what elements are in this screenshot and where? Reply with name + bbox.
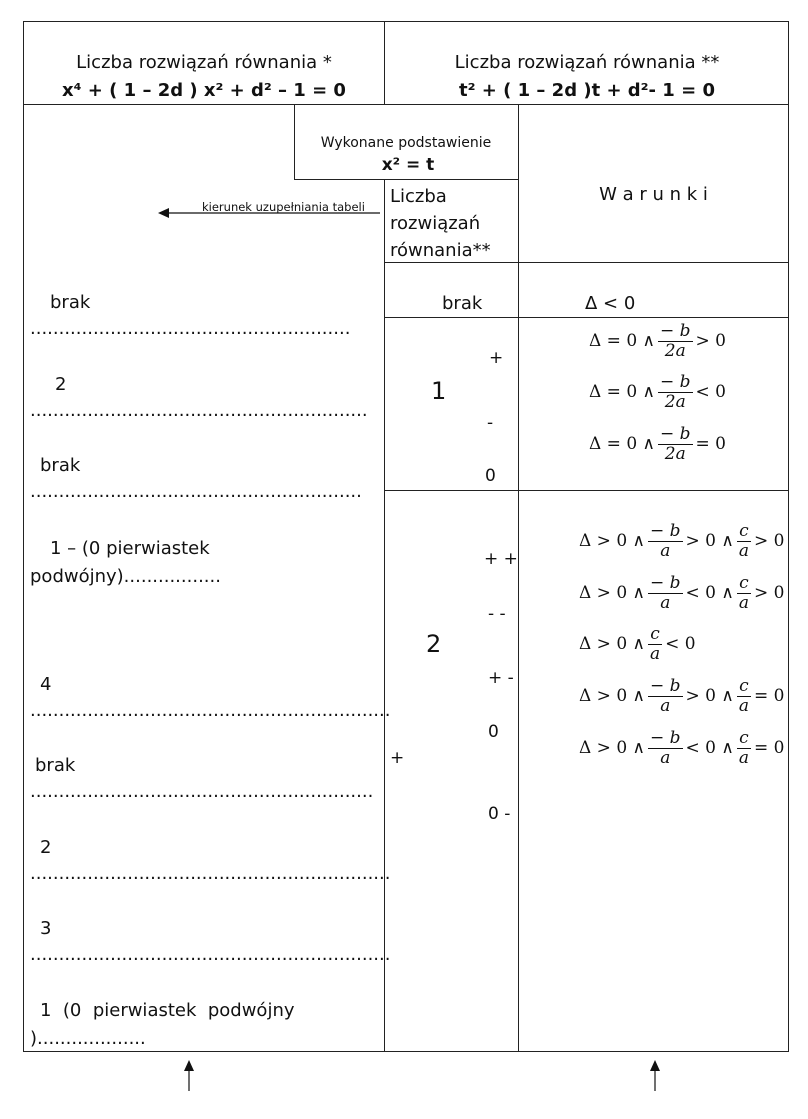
cond-delta: Δ > 0 ∧ — [579, 531, 645, 552]
denominator: a — [738, 592, 749, 613]
fraction — [737, 522, 751, 560]
fraction — [658, 322, 693, 360]
left-entry-8: 3 — [40, 918, 52, 939]
left-entry-3: brak — [40, 455, 81, 476]
right-header-equation: t² + ( 1 – 2d )t + d²- 1 = 0 — [459, 80, 715, 101]
denominator: a — [660, 747, 671, 768]
denominator: a — [650, 643, 661, 664]
row-one-sign-2: - — [487, 413, 494, 433]
substitution-formula: x² = t — [381, 155, 435, 175]
fraction — [648, 522, 683, 560]
direction-arrow-label: kierunek uzupełniania tabeli — [202, 200, 365, 214]
cond-relation: > 0 — [753, 531, 785, 552]
substitution-label: Wykonane podstawienie — [320, 135, 492, 151]
row-two-condition-4 — [579, 677, 784, 715]
denominator: 2a — [664, 340, 686, 361]
row-one-sign-1: + — [489, 348, 504, 368]
fraction — [737, 729, 751, 767]
cond-relation: < 0 — [665, 634, 696, 655]
numerator: − b — [660, 321, 691, 341]
denominator: a — [660, 695, 671, 716]
cond-delta: Δ > 0 ∧ — [579, 634, 645, 655]
cond-delta: Δ > 0 ∧ — [579, 583, 645, 604]
numerator: c — [739, 521, 749, 541]
count-header-line-2: rozwiązań — [390, 213, 481, 234]
numerator: c — [739, 676, 749, 696]
fraction — [648, 677, 683, 715]
row-two-sign-1: + + — [484, 549, 518, 569]
numerator: − b — [650, 521, 681, 541]
row-divider-3 — [384, 490, 789, 491]
row-one-condition-1 — [589, 322, 726, 360]
row-one-sign-3: 0 — [485, 466, 496, 486]
left-entry-2-dots: ........................................................... — [30, 400, 368, 421]
table-border-left — [23, 21, 24, 1052]
count-header — [390, 183, 491, 264]
numerator: − b — [660, 424, 691, 444]
conditions-header: W a r u n k i — [599, 184, 708, 205]
row-two-count: 2 — [426, 630, 442, 658]
bottom-arrow-right — [649, 1060, 661, 1096]
cond-relation: < 0 ∧ — [685, 738, 734, 759]
numerator: − b — [650, 573, 681, 593]
left-entry-4: 1 – (0 pierwiastek — [50, 538, 210, 559]
row-two-sign-3: + - — [488, 668, 514, 688]
row-one-condition-2 — [589, 373, 726, 411]
arrow-up-icon — [649, 1060, 661, 1092]
left-entry-5-dots: ............................................................... — [30, 700, 391, 721]
row-two-condition-2 — [579, 574, 784, 612]
table-border-right — [788, 21, 789, 1052]
denominator: a — [738, 747, 749, 768]
numerator: − b — [650, 728, 681, 748]
cond-relation: > 0 ∧ — [685, 686, 734, 707]
fraction — [737, 574, 751, 612]
cond-relation: < 0 — [695, 382, 726, 403]
fraction — [648, 625, 662, 663]
cond-delta: Δ > 0 ∧ — [579, 686, 645, 707]
cond-relation: > 0 — [695, 331, 726, 352]
row-two-condition-1 — [579, 522, 784, 560]
fraction — [658, 425, 693, 463]
row-one-count: 1 — [431, 377, 447, 405]
cond-relation: < 0 ∧ — [685, 583, 734, 604]
denominator: a — [660, 592, 671, 613]
cond-relation: > 0 ∧ — [685, 531, 734, 552]
cond-delta: Δ > 0 ∧ — [579, 738, 645, 759]
left-entry-5: 4 — [40, 674, 52, 695]
main-column-divider-lower — [384, 179, 385, 1052]
row-two-sign-2: - - — [488, 604, 506, 624]
left-entry-9: 1 (0 pierwiastek podwójny — [40, 1000, 295, 1021]
numerator: − b — [650, 676, 681, 696]
fraction — [648, 574, 683, 612]
table-border-top — [23, 21, 789, 22]
count-column-divider — [518, 104, 519, 1052]
row-brak-count: brak — [442, 293, 483, 314]
left-entry-9-dots: )................... — [30, 1028, 146, 1049]
cond-relation: = 0 — [753, 686, 785, 707]
left-entry-2: 2 — [55, 374, 67, 395]
cond-delta: Δ = 0 ∧ — [589, 331, 655, 352]
denominator: a — [660, 540, 671, 561]
header-divider — [23, 104, 789, 105]
left-entry-6-dots: ............................................................ — [30, 781, 374, 802]
denominator: a — [738, 695, 749, 716]
substitution-box-bottom — [294, 179, 519, 180]
left-entry-1-dots: ........................................................ — [30, 318, 351, 339]
left-entry-8-dots: ............................................................... — [30, 944, 391, 965]
row-divider-2 — [384, 317, 789, 318]
right-header-title: Liczba rozwiązań równania ** — [454, 52, 720, 73]
row-two-condition-5 — [579, 729, 784, 767]
left-entry-3-dots: .......................................................... — [30, 481, 362, 502]
row-two-sign-5: 0 - — [488, 804, 511, 824]
left-entry-4-dots: podwójny)................. — [30, 566, 221, 587]
row-two-condition-3 — [579, 625, 696, 663]
fraction — [658, 373, 693, 411]
left-header-equation: x⁴ + ( 1 – 2d ) x² + d² – 1 = 0 — [62, 80, 346, 101]
cond-delta: Δ = 0 ∧ — [589, 382, 655, 403]
numerator: c — [650, 624, 660, 644]
row-two-sign-4: 0 — [488, 722, 499, 742]
row-brak-condition: Δ < 0 — [585, 293, 636, 314]
count-header-line-1: Liczba — [390, 186, 447, 207]
denominator: 2a — [664, 443, 686, 464]
denominator: 2a — [664, 391, 686, 412]
bottom-arrow-left — [183, 1060, 195, 1096]
numerator: c — [739, 573, 749, 593]
cond-relation: > 0 — [753, 583, 785, 604]
fraction — [648, 729, 683, 767]
fraction — [737, 677, 751, 715]
cond-delta: Δ = 0 ∧ — [589, 434, 655, 455]
table-border-bottom — [23, 1051, 789, 1052]
left-entry-1: brak — [50, 292, 91, 313]
cond-relation: = 0 — [753, 738, 785, 759]
left-entry-7: 2 — [40, 837, 52, 858]
denominator: a — [738, 540, 749, 561]
row-one-condition-3 — [589, 425, 726, 463]
row-two-extra-sign: + — [390, 748, 405, 768]
arrow-up-icon — [183, 1060, 195, 1092]
main-column-divider — [384, 21, 385, 105]
left-header-title: Liczba rozwiązań równania * — [76, 52, 332, 73]
count-header-line-3: równania** — [390, 240, 491, 261]
numerator: − b — [660, 372, 691, 392]
left-entry-6: brak — [35, 755, 76, 776]
left-entry-7-dots: ............................................................... — [30, 863, 391, 884]
cond-relation: = 0 — [695, 434, 726, 455]
numerator: c — [739, 728, 749, 748]
